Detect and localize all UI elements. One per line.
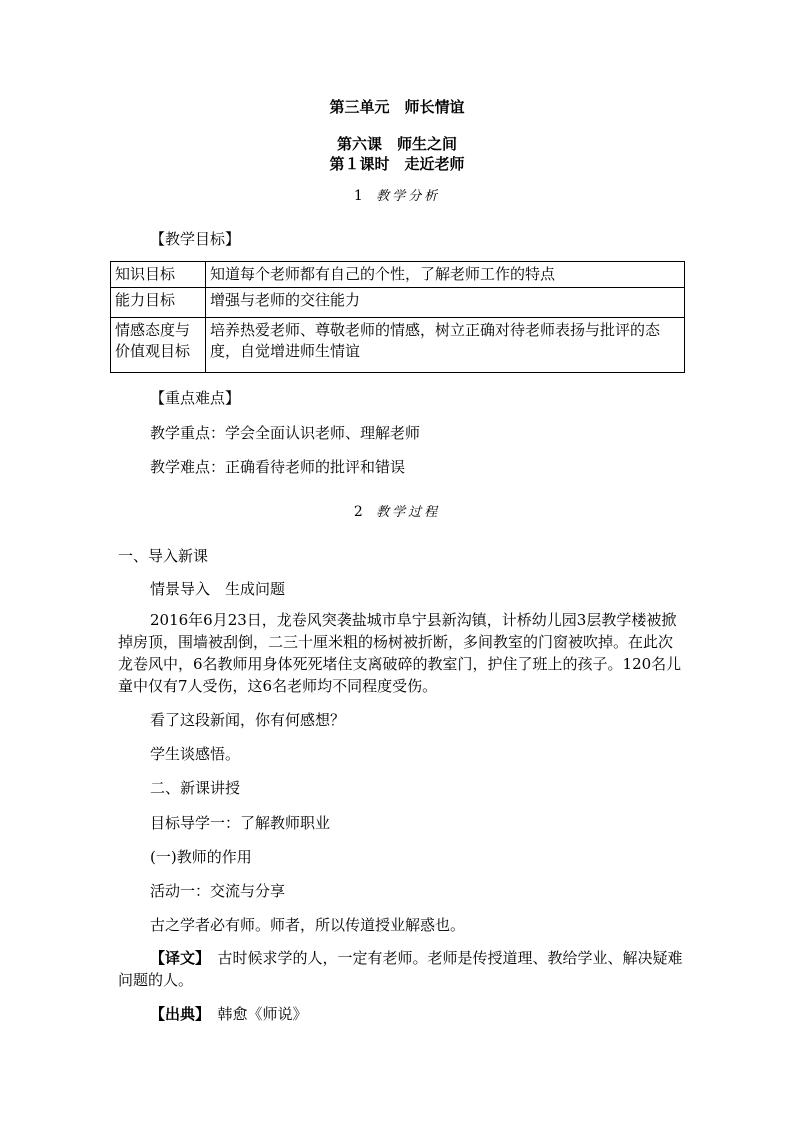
objective-key: 能力目标: [111, 288, 206, 318]
key-points-heading: 【重点难点】: [150, 389, 241, 407]
teaching-difficulty: 教学难点：正确看待老师的批评和错误: [150, 458, 406, 476]
objective-value: 培养热爱老师、尊敬老师的情感，树立正确对待老师表扬与批评的态度，自觉增进师生情谊: [206, 318, 685, 373]
objective-key: 情感态度与价值观目标: [111, 318, 206, 373]
period-title: 第１课时 走近老师: [329, 155, 465, 173]
objectives-heading: 【教学目标】: [150, 230, 241, 248]
news-paragraph: 2016年6月23日，龙卷风突袭盐城市阜宁县新沟镇，计桥幼儿园3层教学楼被掀掉房顶，围墙被刮倒，二三十厘米粗的杨树被折断，多间教室的门窗被吹掉。在此次龙卷风中，6名教师用身体死死堵住支离破碎的教室门，护住了班上的孩子。120名儿童中仅有7人受伤，这6名老师均不同程度受伤。: [118, 611, 682, 695]
section-label: 教学分析: [376, 189, 441, 204]
objective-value: 增强与老师的交往能力: [206, 288, 685, 318]
student-response: 学生谈感悟。: [150, 745, 241, 763]
question-text: 看了这段新闻，你有何感想？: [150, 711, 346, 729]
objectives-table: [110, 261, 685, 373]
table-row: [111, 288, 685, 318]
part-new-lesson-heading: 二、新课讲授: [150, 779, 241, 797]
lesson-title: 第六课 师生之间: [336, 135, 457, 153]
section-analysis-heading: [0, 185, 794, 204]
section-label: 教学过程: [376, 505, 441, 520]
part-intro-heading: 一、导入新课: [118, 547, 209, 565]
scene-intro: 情景导入 生成问题: [150, 580, 286, 598]
table-row: [111, 318, 685, 373]
subsection-heading: (一)教师的作用: [150, 848, 252, 866]
objective-value: 知道每个老师都有自己的个性，了解老师工作的特点: [206, 262, 685, 288]
teaching-focus: 教学重点：学会全面认识老师、理解老师: [150, 424, 421, 442]
activity-one-heading: 活动一：交流与分享: [150, 882, 286, 900]
unit-title: 第三单元 师长情谊: [329, 98, 465, 116]
classical-quote: 古之学者必有师。师者，所以传道授业解惑也。: [150, 916, 466, 934]
section-number: 2: [353, 504, 363, 520]
source-text: 韩愈《师说》: [202, 1005, 308, 1023]
objective-key: 知识目标: [111, 262, 206, 288]
translation-paragraph: [118, 947, 686, 991]
table-row: [111, 262, 685, 288]
source-label: 【出典】: [150, 1005, 203, 1023]
translation-label: 【译文】: [150, 949, 203, 967]
translation-text: 古时候求学的人，一定有老师。老师是传授道理、教给学业、解决疑难问题的人。: [118, 949, 683, 989]
source-line: [150, 1003, 308, 1025]
section-number: 1: [353, 188, 363, 204]
goal-one-heading: 目标导学一：了解教师职业: [150, 814, 331, 832]
section-process-heading: [0, 501, 794, 520]
